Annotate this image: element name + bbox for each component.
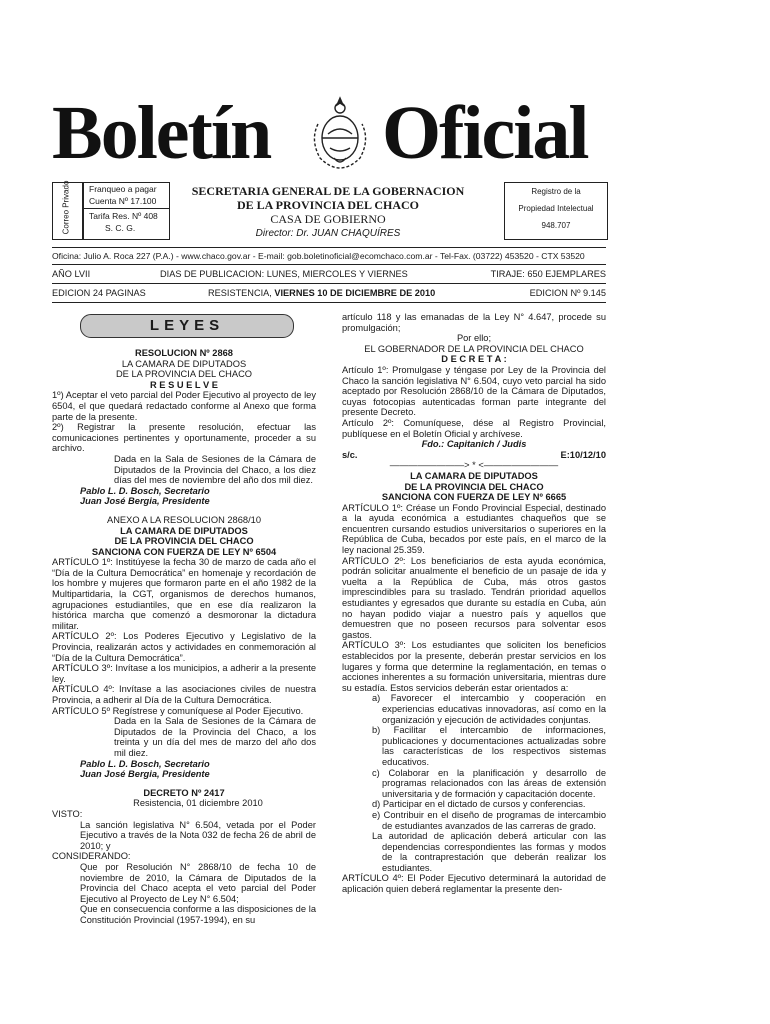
- text-paragraph: Que en consecuencia conforme a las disposiciones de la Constitución Provincial (1957-1994), en su: [80, 904, 316, 925]
- correo-privado-box: [52, 182, 84, 240]
- franqueo-line: Franqueo a pagar: [89, 184, 157, 194]
- secretaria-line: CASA DE GOBIERNO: [270, 212, 386, 226]
- left-column: [52, 312, 316, 925]
- secretaria-line: DE LA PROVINCIA DEL CHACO: [236, 198, 420, 212]
- text-paragraph: VISTO:: [52, 808, 83, 819]
- text-paragraph: Que por Resolución N° 2868/10 de fecha 10 de noviembre de 2010, la Cámara de Diputados de la Provincia del Chaco acepta el veto parcial del Poder Ejecutivo al Proyecto de Ley N° 6.504;: [80, 861, 316, 904]
- masthead-title-left: Boletín: [52, 91, 271, 175]
- masthead-title-right: Oficial: [382, 91, 588, 175]
- publication-days: DIAS DE PUBLICACION: LUNES, MIERCOLES Y VIERNES: [160, 269, 408, 279]
- right-column: [342, 312, 606, 895]
- header-rule: [52, 264, 606, 265]
- text-paragraph: Resistencia, 01 diciembre 2010: [133, 798, 263, 809]
- contact-line: Oficina: Julio A. Roca 227 (P.A.) - www.chaco.gov.ar - E-mail: gob.boletinoficial@ecomchaco.com.ar - Tel-Fax. (03722) 453520 - CTX 53520: [52, 251, 585, 261]
- text-paragraph: Juan José Bergia, Presidente: [80, 496, 210, 507]
- header-rule: [52, 247, 606, 248]
- header-rule: [52, 283, 606, 284]
- franqueo-line: S. C. G.: [105, 223, 136, 233]
- text-paragraph: d) Participar en el dictado de cursos y conferencias.: [372, 799, 586, 810]
- text-paragraph: Fdo.: Capitanich / Judis: [421, 439, 527, 450]
- text-paragraph: RESOLUCION Nº 2868: [135, 348, 233, 358]
- text-paragraph: LA CAMARA DE DIPUTADOS: [120, 525, 248, 536]
- text-paragraph: DE LA PROVINCIA DEL CHACO: [114, 536, 254, 547]
- correo-privado-label: Correo Privado: [61, 180, 71, 235]
- year-label: AÑO LVII: [52, 269, 91, 279]
- section-heading-leyes: LEYES: [80, 314, 294, 338]
- text-paragraph: b) Facilitar el intercambio de informaciones, publicaciones y documentaciones actualizadas sobre las características de los respectivos sistemas educativos.: [372, 725, 606, 767]
- text-paragraph: Artículo 1º: Promulgase y téngase por Ley de la Provincia del Chaco la sanción legislativa N° 6.504, cuyo veto parcial ha sido aceptado por Resolución 2868/10 de la Cámara de Diputados, cuyas fotocopias autenticadas forman parte integrante del presente Decreto.: [342, 364, 606, 418]
- text-paragraph: DECRETO Nº 2417: [143, 787, 225, 798]
- text-paragraph: DE LA PROVINCIA DEL CHACO: [115, 369, 253, 380]
- sig-right: E:10/12/10: [560, 449, 606, 460]
- edition-number: EDICION Nº 9.145: [529, 288, 606, 298]
- secretaria-line: SECRETARIA GENERAL DE LA GOBERNACION: [191, 184, 465, 198]
- text-paragraph: LA CAMARA DE DIPUTADOS: [410, 470, 538, 481]
- registro-box: [504, 182, 608, 240]
- franqueo-box: [82, 182, 170, 240]
- text-paragraph: ARTÍCULO 4º: Invítase a las asociaciones civiles de nuestra Provincia, a adherir al Día de la Cultura Democrática.: [52, 684, 316, 705]
- text-paragraph: D E C R E T A :: [441, 354, 507, 365]
- city-label: RESISTENCIA,: [208, 288, 275, 298]
- text-paragraph: Dada en la Sala de Sesiones de la Cámara de Diputados de la Provincia del Chaco, a los treinta y un día del mes de marzo del año dos mil diez.: [114, 716, 316, 758]
- franqueo-line: Cuenta Nº 17.100: [89, 196, 157, 206]
- text-paragraph: La autoridad de aplicación deberá articular con las dependencias correspondientes las formas y modos de la contraprestación que deberán realizar los estudiantes.: [372, 831, 606, 873]
- text-paragraph: LA CAMARA DE DIPUTADOS: [121, 358, 247, 369]
- text-paragraph: e) Contribuir en el diseño de programas de intercambio de estudiantes avanzados de las carreras de grado.: [372, 809, 606, 831]
- text-paragraph: La sanción legislativa N° 6.504, vetada por el Poder Ejecutivo a través de la Nota 032 de fecha 26 de abril de 2010; y: [80, 819, 316, 851]
- text-paragraph: ANEXO A LA RESOLUCION 2868/10: [107, 514, 261, 525]
- text-paragraph: 1º) Aceptar el veto parcial del Poder Ejecutivo al proyecto de ley 6504, el que quedará redactado conforme al Anexo que forma parte de la presente.: [52, 390, 316, 422]
- text-paragraph: ARTÍCULO 3º: Los estudiantes que soliciten los beneficios establecidos por la presente, deberán prestar servicios en los lugares y forma que determine la reglamentación, en temas o acciones inherentes a su formación universitaria, mientras dure su estadía. Estos servicios deberán estar orientados a:: [342, 640, 606, 693]
- registro-line: Propiedad Intelectual: [518, 204, 594, 213]
- franqueo-divider: [83, 208, 169, 209]
- text-paragraph: ARTÍCULO 4º: El Poder Ejecutivo determinará la autoridad de aplicación quien deberá reglamentar la presente den-: [342, 873, 606, 895]
- text-paragraph: ARTÍCULO 3º: Invítase a los municipios, a adherir a la presente ley.: [52, 663, 316, 684]
- franqueo-line: Tarifa Res. Nº 408: [89, 211, 158, 221]
- text-paragraph: a) Favorecer el intercambio y cooperación en experiencias educativas innovadoras, así como en la organización y ejecución de actividades conjuntas.: [372, 693, 606, 725]
- text-paragraph: ARTÍCULO 2º: Los Poderes Ejecutivo y Legislativo de la Provincia, realizarán actos y actividades en conmemoración al “Día de la Cultura Democrática”.: [52, 631, 316, 663]
- text-paragraph: CONSIDERANDO:: [52, 851, 131, 862]
- text-paragraph: EL GOBERNADOR DE LA PROVINCIA DEL CHACO: [364, 343, 584, 354]
- text-paragraph: artículo 118 y las emanadas de la Ley N° 4.647, procede su promulgación;: [342, 312, 606, 333]
- text-paragraph: Pablo L. D. Bosch, Secretario: [80, 485, 210, 496]
- registro-line: Registro de la: [531, 187, 581, 196]
- text-paragraph: R E S U E L V E: [149, 379, 219, 390]
- text-paragraph: SANCIONA CON FUERZA DE LEY Nº 6504: [91, 546, 277, 557]
- text-paragraph: ARTÍCULO 5º Regístrese y comuníquese al Poder Ejecutivo.: [52, 705, 304, 716]
- signature-line: [342, 450, 606, 461]
- text-paragraph: Pablo L. D. Bosch, Secretario: [80, 758, 210, 769]
- masthead: [52, 92, 612, 174]
- text-paragraph: Dada en la Sala de Sesiones de la Cámara de Diputados de la Provincia del Chaco, a los diez días del mes de noviembre del año dos mil diez.: [114, 453, 316, 486]
- text-paragraph: ARTÍCULO 1º: Créase un Fondo Provincial Especial, destinado a la ayuda económica a estudiantes chaqueños que se encuentren cursando estudios universitarios o superiores en la República de Cuba, becados por este país, en el marco de la ley nacional 25.359.: [342, 502, 606, 556]
- header-rule: [52, 302, 606, 303]
- provincial-seal-icon: [304, 94, 376, 172]
- text-paragraph: 2º) Registrar la presente resolución, efectuar las comunicaciones pertinentes y oportunamente, proceder a su archivo.: [52, 422, 316, 454]
- text-paragraph: Artículo 2º: Comuníquese, dése al Registro Provincial, publíquese en el Boletín Oficial y archívese.: [342, 417, 606, 439]
- text-paragraph: SANCIONA CON FUERZA DE LEY Nº 6665: [381, 492, 567, 503]
- pages-label: EDICION 24 PAGINAS: [52, 288, 146, 298]
- text-paragraph: DE LA PROVINCIA DEL CHACO: [404, 481, 544, 492]
- text-paragraph: ————————> * <————————: [389, 460, 559, 471]
- text-paragraph: c) Colaborar en la planificación y desarrollo de programas relacionados con las áreas de extensión universitaria y de formación y capacitación docente.: [372, 767, 606, 799]
- text-paragraph: ARTÍCULO 2º: Los beneficiarios de esta ayuda económica, podrán solicitar anualmente el beneficio de un pasaje de ida y vuelta a la República de Cuba, más otros gastos imprescindibles para su traslado. Tendrán prioridad aquellos estudiantes y egresados que durante su estadía en Cuba, aún no hayan podido viajar a nuestro país y aquellos que demuestren que no poseen recursos para solventar esos gastos.: [342, 555, 606, 640]
- print-run: TIRAJE: 650 EJEMPLARES: [490, 269, 606, 279]
- sig-left: s/c.: [342, 449, 358, 460]
- text-paragraph: Por ello;: [456, 333, 492, 344]
- date-label: VIERNES 10 DE DICIEMBRE DE 2010: [274, 288, 436, 298]
- text-paragraph: ARTÍCULO 1º: Institúyese la fecha 30 de marzo de cada año el “Día de la Cultura Democrática” en homenaje y recordación de los hombre y mujeres que formaron parte en el año 1982 de la Multipartidaria, la CGT, organismos de derechos humanos, agrupaciones estudiantiles, que en ese día realizaron la histórica marcha que comenzó a desmoronar la dictadura militar.: [52, 557, 316, 631]
- registro-line: 948.707: [541, 221, 571, 230]
- director-line: Director: Dr. JUAN CHAQUÍRES: [255, 228, 401, 239]
- date-line: [208, 287, 435, 299]
- text-paragraph: Juan José Bergia, Presidente: [80, 769, 210, 780]
- secretaria-block: [178, 184, 478, 240]
